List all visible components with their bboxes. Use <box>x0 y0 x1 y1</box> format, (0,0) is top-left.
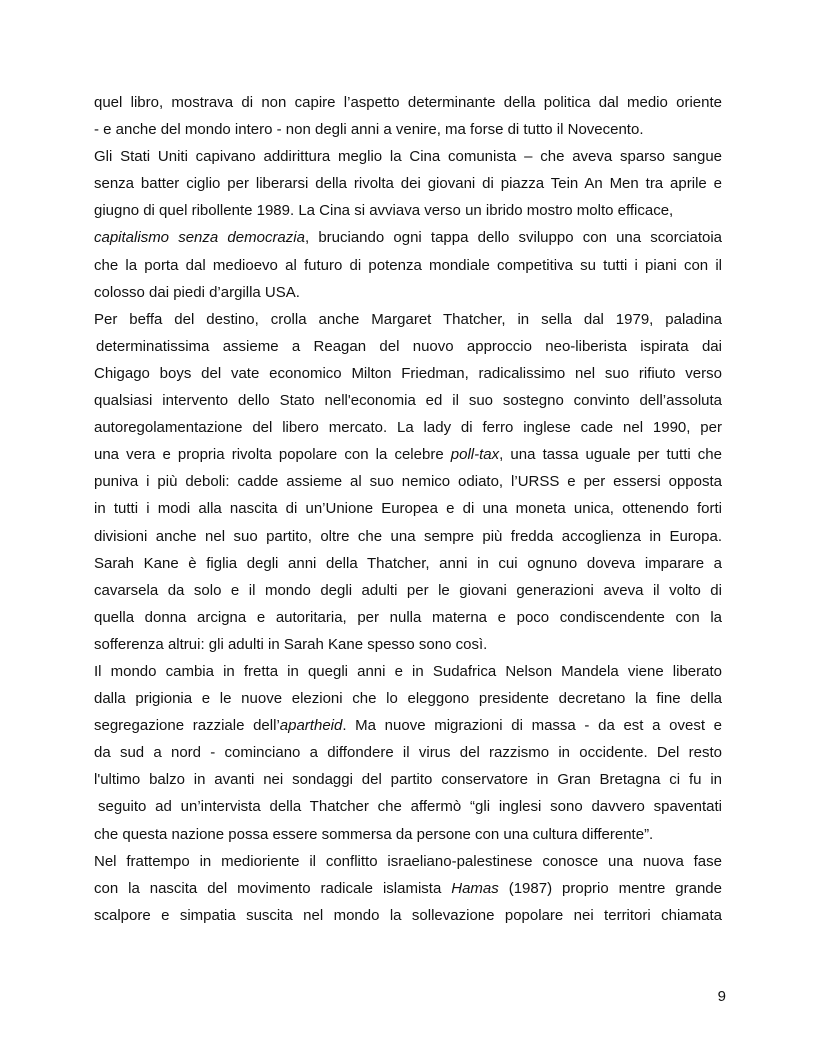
text-run: quella donna arcigna e autoritaria, per nulla materna e poco condiscendente con la <box>94 608 722 626</box>
text-line <box>94 739 722 766</box>
text-line <box>94 468 722 495</box>
text-line <box>94 793 722 820</box>
text-line <box>94 604 722 631</box>
text-run: scalpore e simpatia suscita nel mondo la sollevazione popolare nei territori chiamata <box>94 906 722 924</box>
text-run: colosso dai piedi d’argilla USA. <box>94 283 300 301</box>
text-run: puniva i più deboli: cadde assieme al suo nemico odiato, l’URSS e per essersi opposta <box>94 473 722 491</box>
text-run: determinatissima assieme a Reagan del nuovo approccio neo-liberista ispirata dai <box>96 337 722 355</box>
text-line <box>94 306 722 333</box>
text-line <box>94 685 722 712</box>
text-run: , bruciando ogni tappa dello sviluppo con una scorciatoia <box>304 229 722 247</box>
text-run: (1987) proprio mentre grande <box>498 879 722 897</box>
page-number: 9 <box>717 988 726 1005</box>
italic-text: poll-tax <box>450 446 500 464</box>
text-run: Il mondo cambia in fretta in quegli anni e in Sudafrica Nelson Mandela viene liberato <box>94 662 722 680</box>
text-run: . Ma nuove migrazioni di massa - da est a ovest e <box>342 717 722 735</box>
text-line <box>94 441 722 468</box>
text-run: Per beffa del destino, crolla anche Margaret Thatcher, in sella dal 1979, paladina <box>94 310 722 328</box>
text-line <box>94 875 722 902</box>
text-run: in tutti i modi alla nascita di un’Unione Europea e di una moneta unica, ottenendo forti <box>94 500 722 518</box>
italic-text: capitalismo senza democrazia <box>94 229 305 247</box>
text-line <box>94 712 722 739</box>
text-line <box>94 143 722 170</box>
text-run: che questa nazione possa essere sommersa da persone con una cultura differente”. <box>94 825 654 843</box>
text-line <box>94 197 722 224</box>
italic-text: apartheid <box>279 717 343 735</box>
text-run: seguito ad un’intervista della Thatcher che affermò “gli inglesi sono davvero spaventati <box>98 798 722 816</box>
text-run: dalla prigionia e le nuove elezioni che lo eleggono presidente decretano la fine della <box>94 690 722 708</box>
text-line <box>94 550 722 577</box>
text-run: da sud a nord - cominciano a diffondere il virus del razzismo in occidente. Del resto <box>94 744 722 762</box>
text-line <box>94 766 722 793</box>
text-run: cavarsela da solo e il mondo degli adulti per le giovani generazioni aveva il volto di <box>94 581 722 599</box>
text-run: giugno di quel ribollente 1989. La Cina si avviava verso un ibrido mostro molto efficace, <box>94 202 674 220</box>
text-run: qualsiasi intervento dello Stato nell'economia ed il suo sostegno convinto dell’assoluta <box>94 392 722 410</box>
text-line <box>94 387 722 414</box>
text-run: quel libro, mostrava di non capire l’aspetto determinante della politica dal medio oriente <box>94 94 722 111</box>
italic-text: Hamas <box>451 879 499 897</box>
text-run: - e anche del mondo intero - non degli anni a venire, ma forse di tutto il Novecento. <box>94 121 644 139</box>
text-run: Sarah Kane è figlia degli anni della Thatcher, anni in cui ognuno doveva imparare a <box>94 554 722 572</box>
text-line <box>94 116 722 143</box>
text-line <box>94 902 722 929</box>
text-line <box>94 631 722 658</box>
text-line <box>94 224 722 251</box>
text-run: l'ultimo balzo in avanti nei sondaggi del partito conservatore in Gran Bretagna ci fu in <box>94 771 722 789</box>
text-run: sofferenza altrui: gli adulti in Sarah Kane spesso sono così. <box>94 635 488 653</box>
body-text <box>94 89 722 929</box>
text-line <box>94 252 722 279</box>
text-run: che la porta dal medioevo al futuro di potenza mondiale competitiva su tutti i piani con il <box>94 256 722 274</box>
text-line <box>94 414 722 441</box>
text-run: divisioni anche nel suo partito, oltre che una sempre più fredda accoglienza in Europa. <box>94 527 722 545</box>
text-run: segregazione razziale dell’ <box>94 717 280 735</box>
text-run: una vera e propria rivolta popolare con la celebre <box>94 446 451 464</box>
text-run: , una tassa uguale per tutti che <box>499 446 722 464</box>
text-line <box>94 170 722 197</box>
text-run: Gli Stati Uniti capivano addirittura meglio la Cina comunista – che aveva sparso sangue <box>94 148 722 166</box>
text-line <box>94 523 722 550</box>
text-line <box>94 360 722 387</box>
text-line <box>94 495 722 522</box>
text-run: Nel frattempo in medioriente il conflitto israeliano-palestinese conosce una nuova fase <box>94 852 722 870</box>
text-line <box>94 848 722 875</box>
text-run: senza batter ciglio per liberarsi della rivolta dei giovani di piazza Tein An Men tra aprile e <box>94 175 722 193</box>
text-run: con la nascita del movimento radicale islamista <box>94 879 452 897</box>
text-run: Chigago boys del vate economico Milton Friedman, radicalissimo nel suo rifiuto verso <box>94 364 722 382</box>
text-line <box>94 821 722 848</box>
text-line <box>94 279 722 306</box>
text-line <box>94 577 722 604</box>
text-line <box>94 89 722 116</box>
text-line <box>94 658 722 685</box>
text-run: autoregolamentazione del libero mercato. La lady di ferro inglese cade nel 1990, per <box>94 419 722 437</box>
text-line <box>94 333 722 360</box>
